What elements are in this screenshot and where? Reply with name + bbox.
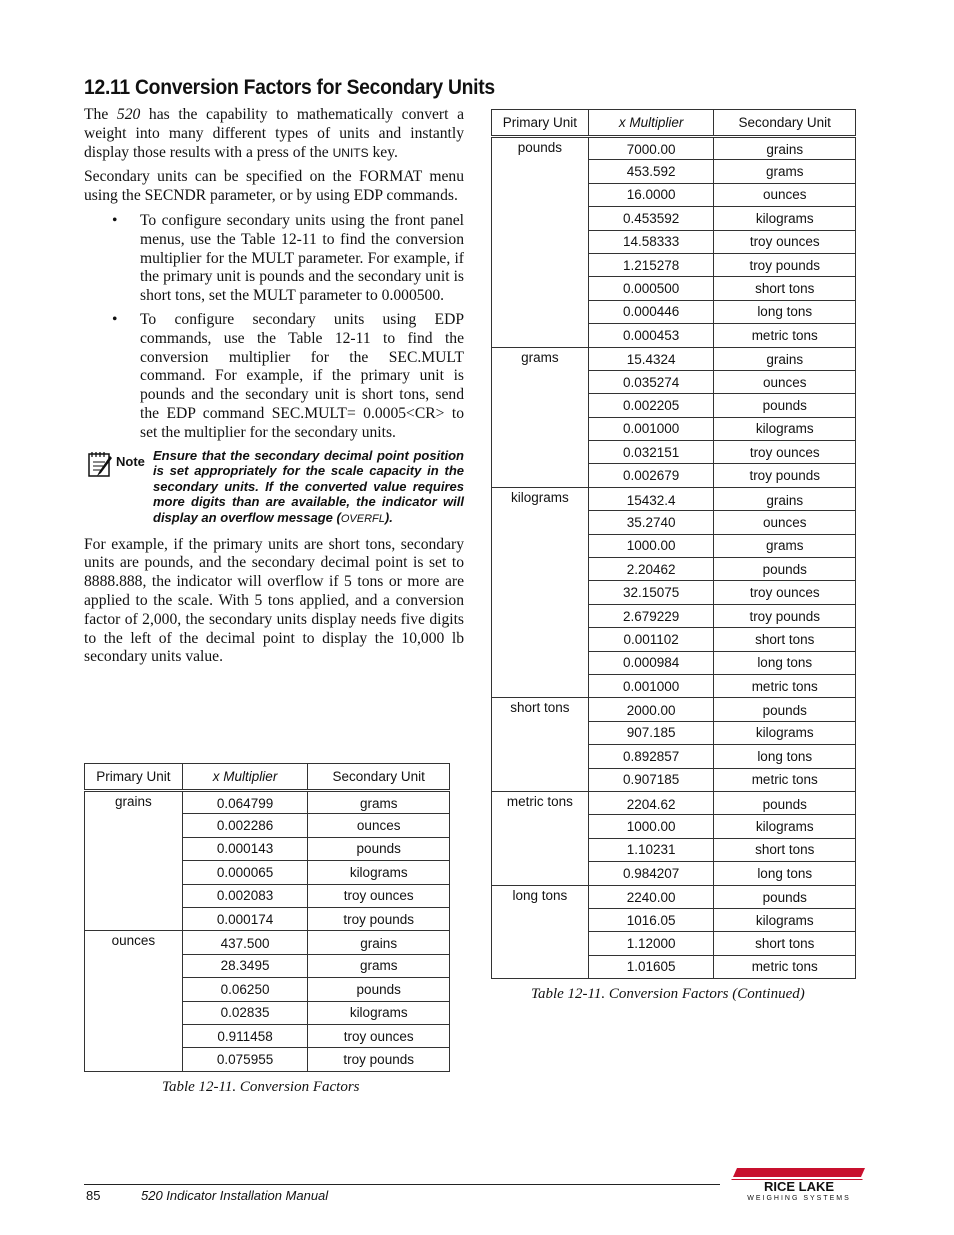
multiplier-cell: 0.000065 (182, 861, 308, 884)
multiplier-cell: 437.500 (182, 931, 308, 954)
secondary-unit-cell: troy ounces (714, 581, 856, 604)
primary-unit-cell: grains (85, 791, 183, 931)
secondary-unit-cell: pounds (714, 558, 856, 581)
multiplier-cell: 14.58333 (588, 230, 714, 253)
multiplier-cell: 0.035274 (588, 370, 714, 393)
logo-text-main: RICE LAKE (763, 1179, 835, 1194)
multiplier-cell: 0.002286 (182, 814, 308, 837)
multiplier-cell: 0.000174 (182, 907, 308, 930)
multiplier-cell: 1.12000 (588, 932, 714, 955)
bullet-item-front-panel: • To configure secondary units using the front panel menus, use the Table 12-11 to find the conversion multiplier for the MULT parameter. For example, if the primary unit is pounds and the secondary unit is short tons, set the MULT parameter to 0.000500. (112, 211, 464, 305)
secondary-unit-cell: long tons (714, 862, 856, 885)
secondary-unit-cell: long tons (714, 651, 856, 674)
secondary-unit-cell: pounds (714, 698, 856, 721)
multiplier-cell: 28.3495 (182, 954, 308, 977)
table-row (492, 885, 856, 908)
secondary-unit-cell: troy ounces (714, 230, 856, 253)
conversion-table (84, 763, 450, 1072)
multiplier-cell: 2.679229 (588, 604, 714, 627)
secondary-unit-cell: ounces (714, 370, 856, 393)
secondary-unit-cell: troy pounds (714, 464, 856, 487)
multiplier-cell: 0.001102 (588, 628, 714, 651)
secondary-unit-cell: short tons (714, 277, 856, 300)
secondary-unit-cell: grains (308, 931, 450, 954)
secondary-unit-cell: troy pounds (308, 907, 450, 930)
multiplier-cell: 1.01605 (588, 955, 714, 978)
secondary-unit-cell: grains (714, 487, 856, 510)
manual-title: 520 Indicator Installation Manual (141, 1188, 329, 1203)
multiplier-cell: 0.001000 (588, 417, 714, 440)
secondary-unit-cell: pounds (714, 394, 856, 417)
secondary-unit-cell: kilograms (714, 815, 856, 838)
multiplier-cell: 0.000500 (588, 277, 714, 300)
page-number: 85 (86, 1188, 101, 1203)
multiplier-cell: 0.06250 (182, 978, 308, 1001)
multiplier-cell: 7000.00 (588, 137, 714, 160)
note-pencil-icon (88, 450, 114, 478)
overflow-code: OVERFL (340, 512, 385, 525)
conversion-table-continued (491, 109, 856, 979)
multiplier-cell: 2000.00 (588, 698, 714, 721)
intro-paragraph (84, 106, 464, 162)
multiplier-cell: 907.185 (588, 721, 714, 744)
secondary-unit-cell: grams (714, 160, 856, 183)
note-box: Note Ensure that the secondary decimal point position is set appropriately for the scale capacity in the secondary units. If the converted value requires more digits than are available, the indicator will display an overflow message (OVERFL). (84, 448, 464, 528)
secondary-unit-cell: grams (308, 954, 450, 977)
header-primary-unit: Primary Unit (492, 110, 589, 137)
secondary-unit-cell: metric tons (714, 674, 856, 697)
secondary-unit-cell: troy pounds (714, 604, 856, 627)
multiplier-cell: 0.911458 (182, 1024, 308, 1047)
secondary-unit-cell: pounds (308, 978, 450, 1001)
multiplier-cell: 0.453592 (588, 207, 714, 230)
secondary-unit-cell: pounds (714, 885, 856, 908)
bullet-dot: • (112, 211, 118, 229)
multiplier-cell: 0.032151 (588, 441, 714, 464)
secondary-unit-cell: pounds (714, 791, 856, 814)
multiplier-cell: 16.0000 (588, 183, 714, 206)
intro-pre: The (84, 106, 117, 123)
bullet-list (112, 212, 464, 443)
logo-text-sub: WEIGHING SYSTEMS (747, 1195, 851, 1202)
table-row (492, 137, 856, 160)
secondary-unit-cell: kilograms (308, 1001, 450, 1024)
primary-unit-cell: short tons (492, 698, 589, 792)
multiplier-cell: 1000.00 (588, 534, 714, 557)
rice-lake-logo (729, 1166, 869, 1202)
multiplier-cell: 32.15075 (588, 581, 714, 604)
secondary-unit-cell: troy pounds (308, 1048, 450, 1071)
secondary-unit-cell: troy ounces (308, 1024, 450, 1047)
primary-unit-cell: metric tons (492, 791, 589, 885)
secondary-unit-cell: kilograms (714, 417, 856, 440)
secondary-unit-cell: metric tons (714, 768, 856, 791)
header-multiplier: x Multiplier (588, 110, 714, 137)
table-caption-continued: Table 12-11. Conversion Factors (Continued) (531, 986, 805, 1002)
model-number: 520 (116, 106, 141, 123)
multiplier-cell: 0.075955 (182, 1048, 308, 1071)
table-row (85, 791, 450, 814)
bullet-item-edp: • To configure secondary units using EDP commands, use the Table 12-11 to find the conversion multiplier for the SEC.MULT command. For example, if the primary unit is pounds and the secondary unit is short tons, send the EDP command SEC.MULT= 0.0005<CR> to set the multiplier for the secondary units. (112, 310, 464, 441)
primary-unit-cell: kilograms (492, 487, 589, 698)
multiplier-cell: 0.02835 (182, 1001, 308, 1024)
multiplier-cell: 1016.05 (588, 908, 714, 931)
secondary-unit-cell: kilograms (714, 207, 856, 230)
table-row (492, 698, 856, 721)
units-key-label: UNITS (332, 145, 369, 160)
secondary-unit-cell: pounds (308, 837, 450, 860)
intro-post: key. (368, 143, 398, 161)
multiplier-cell: 0.001000 (588, 674, 714, 697)
multiplier-cell: 0.002679 (588, 464, 714, 487)
header-secondary-unit: Secondary Unit (714, 110, 856, 137)
multiplier-cell: 0.000984 (588, 651, 714, 674)
multiplier-cell: 0.907185 (588, 768, 714, 791)
secondary-unit-cell: short tons (714, 932, 856, 955)
secondary-unit-cell: grains (714, 347, 856, 370)
table-body (492, 137, 856, 979)
overflow-example-paragraph: For example, if the primary units are short tons, secondary units are pounds, and the secondary decimal point is set to 8888.888, the indicator will overflow if 5 tons or more are applied to the scale. With 5 tons applied, and a conversion factor of 2,000, the secondary units display needs five digits to the left of the decimal point to display the 10,000 lb secondary units value. (84, 535, 464, 666)
primary-unit-cell: long tons (492, 885, 589, 979)
secondary-unit-cell: long tons (714, 300, 856, 323)
multiplier-cell: 453.592 (588, 160, 714, 183)
secondary-unit-cell: troy pounds (714, 253, 856, 276)
secondary-unit-cell: grams (714, 534, 856, 557)
bullet-dot: • (112, 310, 118, 328)
multiplier-cell: 2204.62 (588, 791, 714, 814)
multiplier-cell: 15.4324 (588, 347, 714, 370)
body-text-column (84, 106, 464, 673)
multiplier-cell: 0.064799 (182, 791, 308, 814)
multiplier-cell: 0.000143 (182, 837, 308, 860)
note-label: Note (116, 453, 145, 469)
secondary-unit-cell: ounces (714, 511, 856, 534)
table-row (492, 791, 856, 814)
table-row (492, 347, 856, 370)
header-secondary-unit: Secondary Unit (308, 764, 450, 791)
primary-unit-cell: grams (492, 347, 589, 487)
secondary-unit-cell: kilograms (308, 861, 450, 884)
multiplier-cell: 0.002205 (588, 394, 714, 417)
secondary-unit-cell: ounces (308, 814, 450, 837)
secondary-unit-cell: troy ounces (308, 884, 450, 907)
secondary-unit-cell: kilograms (714, 721, 856, 744)
multiplier-cell: 0.000446 (588, 300, 714, 323)
secondary-unit-cell: long tons (714, 745, 856, 768)
multiplier-cell: 1.215278 (588, 253, 714, 276)
multiplier-cell: 35.2740 (588, 511, 714, 534)
header-primary-unit: Primary Unit (85, 764, 183, 791)
multiplier-cell: 1000.00 (588, 815, 714, 838)
multiplier-cell: 2240.00 (588, 885, 714, 908)
multiplier-cell: 15432.4 (588, 487, 714, 510)
format-menu-paragraph: Secondary units can be specified on the FORMAT menu using the SECNDR parameter, or by using EDP commands. (84, 168, 464, 205)
secondary-unit-cell: grains (714, 137, 856, 160)
secondary-unit-cell: ounces (714, 183, 856, 206)
secondary-unit-cell: short tons (714, 838, 856, 861)
multiplier-cell: 1.10231 (588, 838, 714, 861)
table-caption: Table 12-11. Conversion Factors (162, 1079, 360, 1095)
primary-unit-cell: pounds (492, 137, 589, 348)
intro-mid: has the capability to mathematically convert a weight into many different types of units and instantly display those results with a press of the (84, 106, 464, 161)
table-body (85, 791, 450, 1072)
multiplier-cell: 0.892857 (588, 745, 714, 768)
secondary-unit-cell: metric tons (714, 955, 856, 978)
table-row (492, 487, 856, 510)
secondary-unit-cell: metric tons (714, 324, 856, 347)
table-row (85, 931, 450, 954)
footer-divider (84, 1184, 720, 1185)
multiplier-cell: 2.20462 (588, 558, 714, 581)
secondary-unit-cell: kilograms (714, 908, 856, 931)
multiplier-cell: 0.002083 (182, 884, 308, 907)
header-multiplier: x Multiplier (182, 764, 308, 791)
multiplier-cell: 0.984207 (588, 862, 714, 885)
secondary-unit-cell: grams (308, 791, 450, 814)
multiplier-cell: 0.000453 (588, 324, 714, 347)
secondary-unit-cell: short tons (714, 628, 856, 651)
secondary-unit-cell: troy ounces (714, 441, 856, 464)
primary-unit-cell: ounces (85, 931, 183, 1071)
section-heading: 12.11 Conversion Factors for Secondary Units (84, 76, 495, 99)
